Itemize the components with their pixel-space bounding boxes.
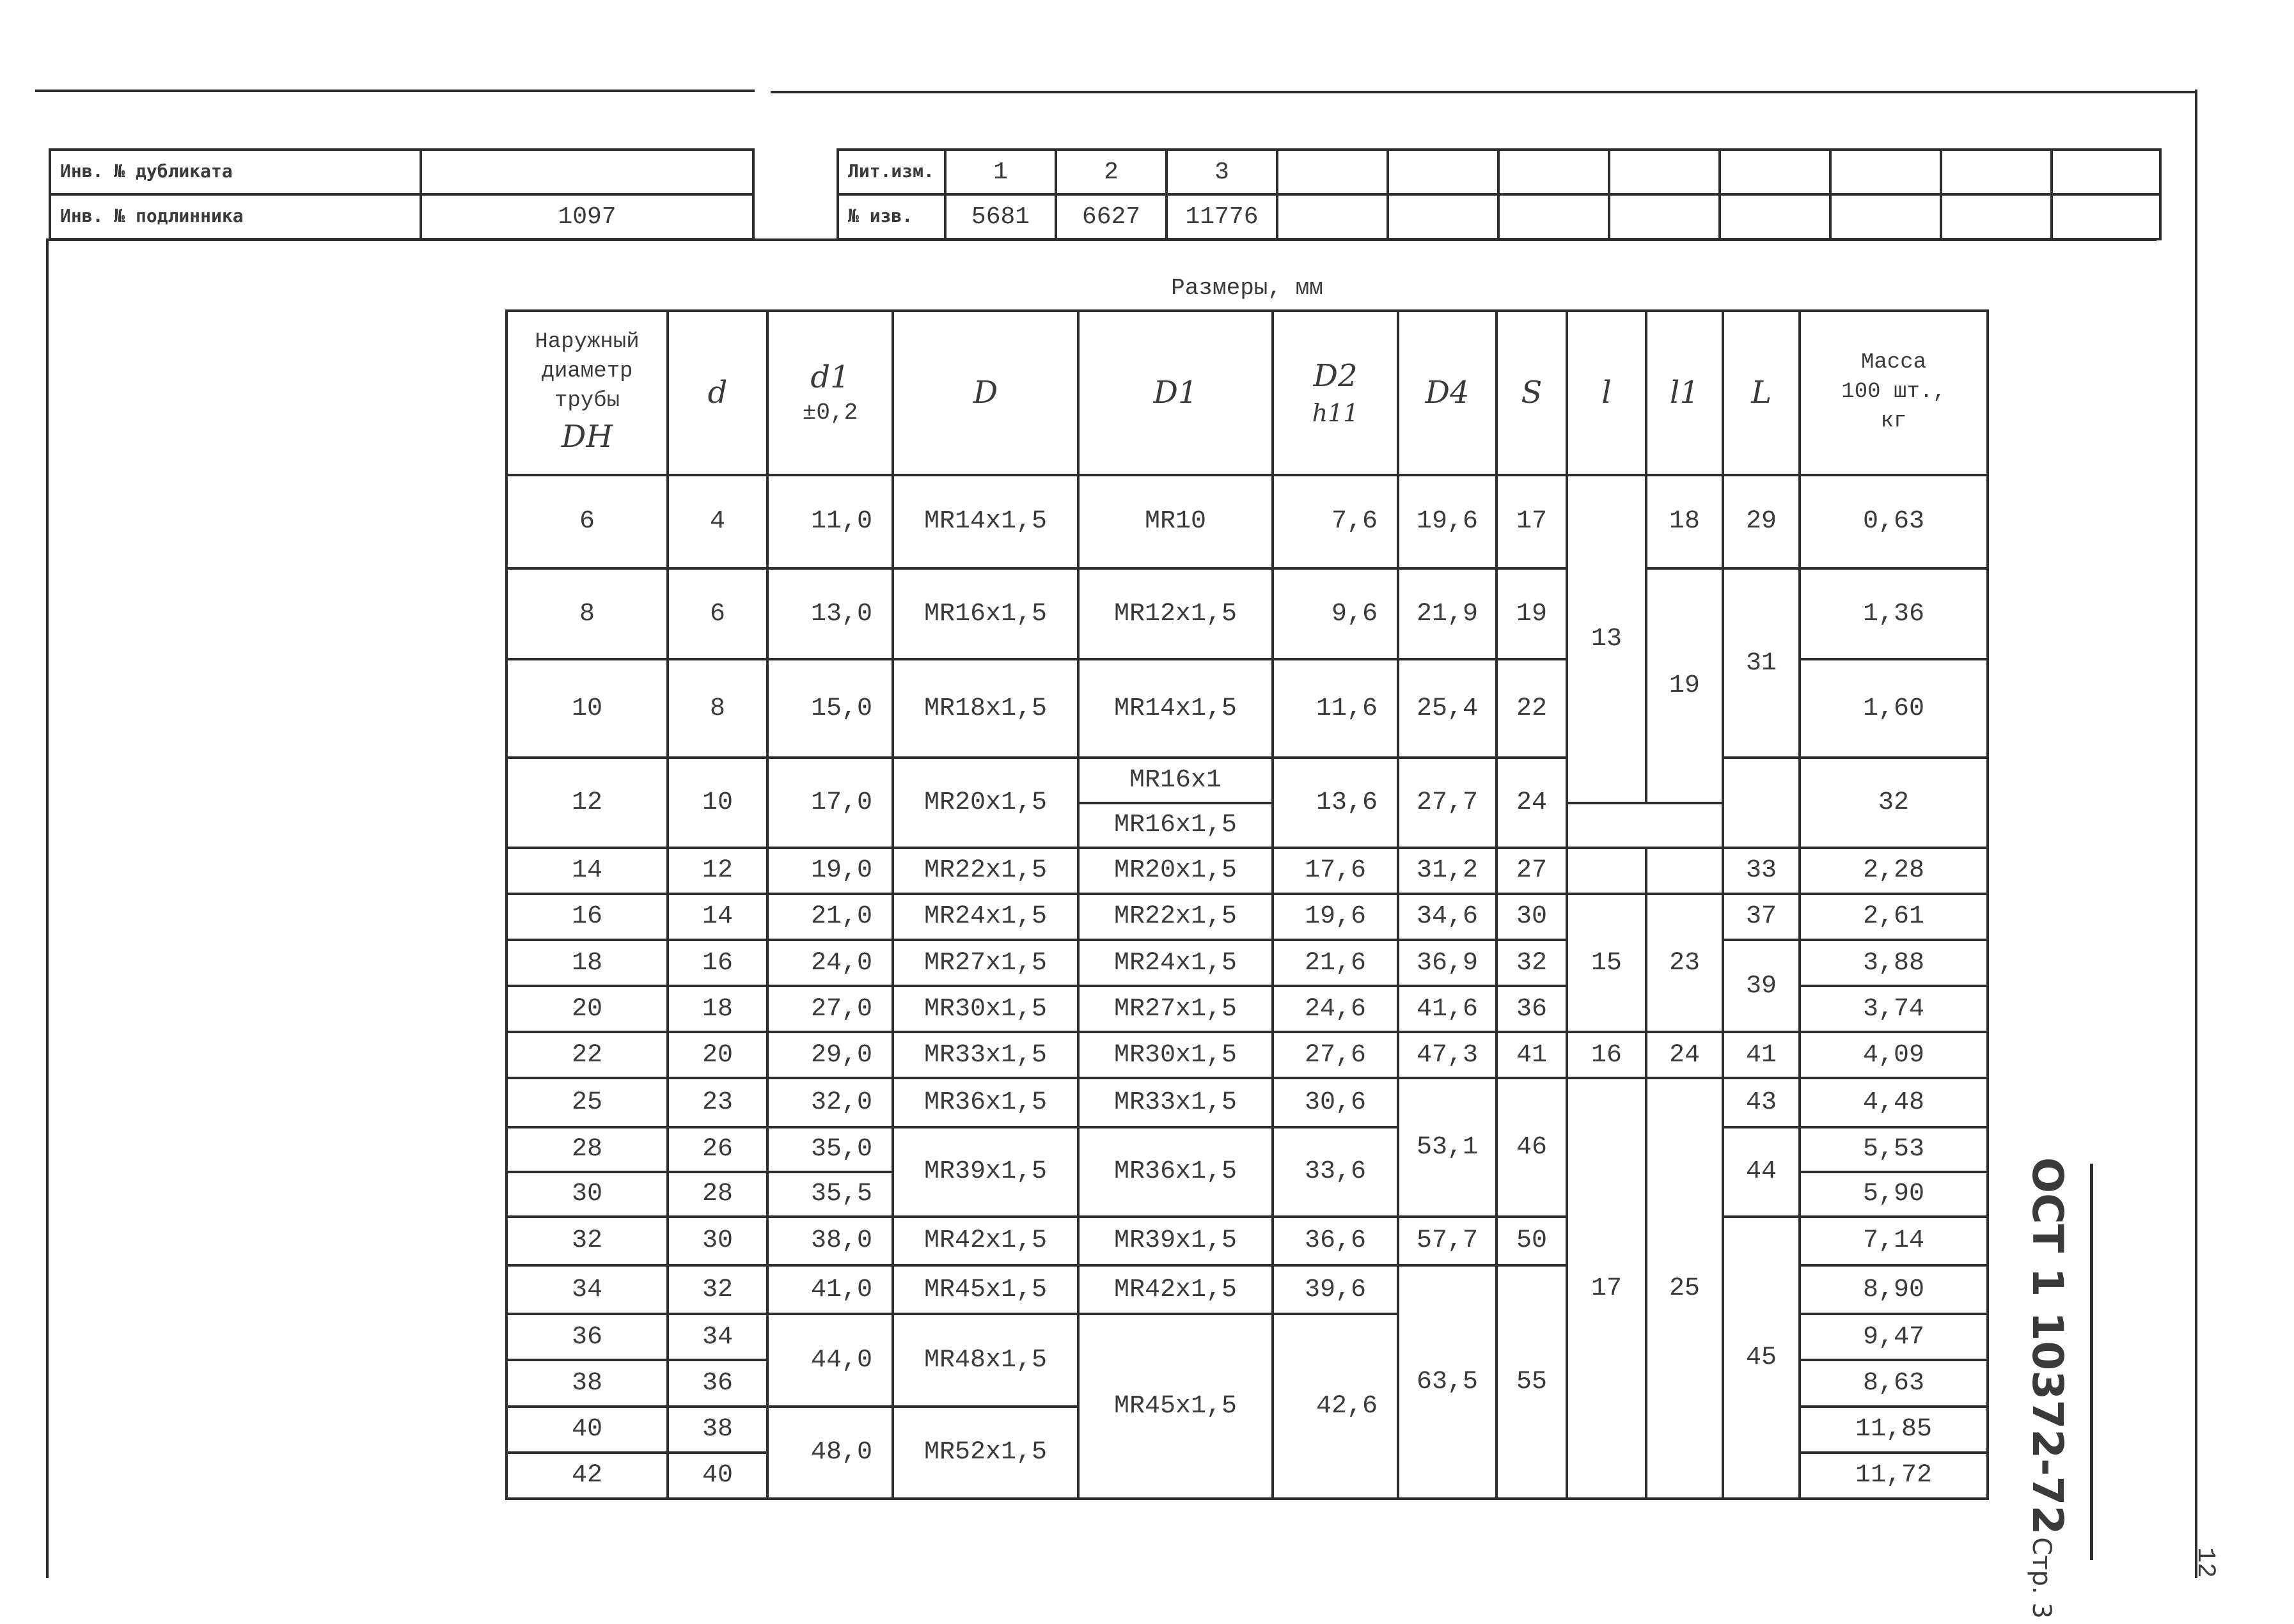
inventory-table — [49, 148, 755, 240]
cell-l1-empty — [1723, 758, 1800, 847]
cell-d: 6 — [668, 568, 767, 659]
cell-dn: 12 — [507, 758, 668, 847]
cell-L: 33 — [1723, 848, 1800, 894]
cell-dn: 42 — [507, 1453, 668, 1499]
change-log-cell: 5681 — [945, 194, 1056, 239]
change-log-cell — [1941, 150, 2052, 194]
cell-d1: 17,0 — [767, 758, 893, 847]
cell-l-empty — [1567, 848, 1646, 894]
cell-D4: 31,2 — [1398, 848, 1497, 894]
cell-d1: 29,0 — [767, 1032, 893, 1078]
cell-dn: 36 — [507, 1314, 668, 1360]
cell-l-merged: 15 — [1567, 894, 1646, 1032]
header-text: диаметр — [541, 359, 633, 384]
cell-D1: MR16x1 — [1078, 758, 1273, 802]
change-log-cell — [2052, 194, 2160, 239]
change-log-row-notice — [838, 194, 2160, 239]
table-row — [507, 568, 1988, 659]
cell-D2: 11,6 — [1273, 659, 1398, 758]
change-log-cell — [1277, 194, 1388, 239]
cell-mass: 1,36 — [1800, 568, 1988, 659]
cell-l1-merged: 25 — [1646, 1078, 1723, 1499]
cell-d: 34 — [668, 1314, 767, 1360]
cell-l1: 18 — [1646, 475, 1723, 568]
header-mass — [1800, 311, 1988, 475]
cell-D1: MR20x1,5 — [1078, 848, 1273, 894]
cell-dn: 16 — [507, 894, 668, 940]
inventory-row-duplicate — [50, 150, 753, 194]
cell-l1-empty — [1646, 848, 1723, 894]
header-text: кг — [1880, 409, 1907, 434]
cell-dn: 18 — [507, 940, 668, 986]
header-symbol: d1 — [810, 359, 850, 395]
cell-S: 17 — [1497, 475, 1567, 568]
header-symbol: l — [1601, 374, 1612, 410]
cell-mass: 11,85 — [1800, 1407, 1988, 1453]
cell-mass: 4,09 — [1800, 1032, 1988, 1078]
cell-D1: MR22x1,5 — [1078, 894, 1273, 940]
change-log-cell — [1830, 150, 1941, 194]
inventory-row-original — [50, 194, 753, 239]
change-log-label-letter — [838, 150, 945, 194]
cell-dn: 6 — [507, 475, 668, 568]
cell-d1: 11,0 — [767, 475, 893, 568]
cell-d: 28 — [668, 1172, 767, 1217]
change-log-cell: 11776 — [1167, 194, 1277, 239]
cell-mass: 5,90 — [1800, 1172, 1988, 1217]
cell-mass: 8,63 — [1800, 1360, 1988, 1406]
header-D4 — [1398, 311, 1497, 475]
cell-D4: 25,4 — [1398, 659, 1497, 758]
header-symbol: D4 — [1425, 374, 1470, 410]
cell-D1: MR10 — [1078, 475, 1273, 568]
change-log-cell: 1 — [945, 150, 1056, 194]
cell-dn: 14 — [507, 848, 668, 894]
cell-D1: MR42x1,5 — [1078, 1265, 1273, 1314]
table-row — [507, 940, 1988, 986]
change-log-cell — [1941, 194, 2052, 239]
change-log-cell: 6627 — [1056, 194, 1167, 239]
header-symbol: D — [973, 374, 998, 410]
cell-D: MR42x1,5 — [893, 1217, 1078, 1265]
cell-d: 14 — [668, 894, 767, 940]
change-log-cell — [1609, 150, 1720, 194]
cell-mass: 0,63 — [1800, 475, 1988, 568]
cell-dn: 32 — [507, 1217, 668, 1265]
cell-d: 26 — [668, 1127, 767, 1172]
cell-D: MR24x1,5 — [893, 894, 1078, 940]
standard-title: ОСТ 1 10372-72 — [2023, 1157, 2072, 1535]
header-D — [893, 311, 1078, 475]
cell-dn: 38 — [507, 1360, 668, 1406]
inventory-label-text: Инв. № дубликата — [60, 160, 233, 182]
cell-D: MR33x1,5 — [893, 1032, 1078, 1078]
inventory-label-text: Инв. № подлинника — [60, 205, 244, 226]
cell-S: 36 — [1497, 986, 1567, 1032]
cell-d1: 41,0 — [767, 1265, 893, 1314]
cell-L-merged: 31 — [1723, 568, 1800, 758]
change-log-table — [837, 148, 2162, 240]
right-frame-line — [2195, 90, 2197, 1578]
table-row — [507, 1032, 1988, 1078]
cell-mass: 1,60 — [1800, 659, 1988, 758]
change-log-cell — [1277, 150, 1388, 194]
cell-S-merged: 46 — [1497, 1078, 1567, 1216]
header-outer-diameter — [507, 311, 668, 475]
inventory-label-duplicate — [50, 150, 421, 194]
cell-mass: 2,61 — [1800, 894, 1988, 940]
cell-D2: 30,6 — [1273, 1078, 1398, 1127]
header-l — [1567, 311, 1646, 475]
top-border-line — [35, 90, 755, 92]
dimensions-table — [505, 309, 1989, 1500]
cell-D1: MR33x1,5 — [1078, 1078, 1273, 1127]
cell-L: 43 — [1723, 1078, 1800, 1127]
header-d1 — [767, 311, 893, 475]
table-row — [507, 1217, 1988, 1265]
cell-S-merged: 55 — [1497, 1265, 1567, 1499]
cell-S: 30 — [1497, 894, 1567, 940]
cell-L: 37 — [1723, 894, 1800, 940]
cell-d1-merged: 48,0 — [767, 1407, 893, 1499]
change-log-label-notice — [838, 194, 945, 239]
cell-d: 12 — [668, 848, 767, 894]
cell-dn: 30 — [507, 1172, 668, 1217]
cell-D-merged: MR39x1,5 — [893, 1127, 1078, 1217]
cell-D: MR20x1,5 — [893, 758, 1078, 847]
cell-D2: 27,6 — [1273, 1032, 1398, 1078]
header-d — [668, 311, 767, 475]
cell-dn: 22 — [507, 1032, 668, 1078]
cell-D: MR45x1,5 — [893, 1265, 1078, 1314]
header-l1 — [1646, 311, 1723, 475]
cell-d1: 15,0 — [767, 659, 893, 758]
cell-S: 41 — [1497, 1032, 1567, 1078]
header-symbol: L — [1751, 374, 1772, 410]
cell-D1-alt: MR16x1,5 — [1078, 803, 1273, 848]
change-log-cell — [1388, 150, 1498, 194]
cell-d1: 21,0 — [767, 894, 893, 940]
cell-D2: 24,6 — [1273, 986, 1398, 1032]
cell-D4-merged: 63,5 — [1398, 1265, 1497, 1499]
change-log-label-text: Лит.изм. — [848, 160, 934, 182]
cell-D: MR27x1,5 — [893, 940, 1078, 986]
table-caption: Размеры, мм — [1171, 275, 1323, 301]
change-log-label-text: № изв. — [848, 205, 913, 226]
header-text: Наружный — [535, 330, 640, 355]
cell-D4: 41,6 — [1398, 986, 1497, 1032]
cell-mass: 9,47 — [1800, 1314, 1988, 1360]
cell-L: 32 — [1800, 758, 1988, 847]
cell-d: 36 — [668, 1360, 767, 1406]
cell-L: 29 — [1723, 475, 1800, 568]
cell-d1: 19,0 — [767, 848, 893, 894]
cell-dn: 25 — [507, 1078, 668, 1127]
cell-mass: 11,72 — [1800, 1453, 1988, 1499]
cell-mass: 3,74 — [1800, 986, 1988, 1032]
header-symbol: d — [707, 374, 728, 410]
change-log-cell — [1498, 194, 1609, 239]
cell-D2: 21,6 — [1273, 940, 1398, 986]
cell-D: MR30x1,5 — [893, 986, 1078, 1032]
inventory-value-duplicate — [421, 150, 753, 194]
change-log-cell — [1720, 194, 1830, 239]
table-row — [507, 848, 1988, 894]
cell-dn: 20 — [507, 986, 668, 1032]
cell-d1-merged: 44,0 — [767, 1314, 893, 1406]
cell-dn: 8 — [507, 568, 668, 659]
cell-S: 27 — [1497, 848, 1567, 894]
cell-D1-merged: MR36x1,5 — [1078, 1127, 1273, 1217]
top-border-line-right — [771, 91, 2197, 93]
header-D2 — [1273, 311, 1398, 475]
cell-S: 32 — [1497, 940, 1567, 986]
cell-d: 20 — [668, 1032, 767, 1078]
header-row — [507, 311, 1988, 475]
table-row — [507, 1078, 1988, 1127]
cell-S: 19 — [1497, 568, 1567, 659]
cell-d: 38 — [668, 1407, 767, 1453]
cell-L-merged: 44 — [1723, 1127, 1800, 1217]
cell-mass: 2,28 — [1800, 848, 1988, 894]
table-row — [507, 475, 1988, 568]
cell-d: 18 — [668, 986, 767, 1032]
cell-D2-merged: 33,6 — [1273, 1127, 1398, 1217]
cell-D2: 7,6 — [1273, 475, 1398, 568]
change-log-row-letter — [838, 150, 2160, 194]
change-log-cell — [1830, 194, 1941, 239]
header-tolerance: ±0,2 — [802, 400, 858, 426]
cell-S: 22 — [1497, 659, 1567, 758]
header-symbol: DH — [561, 418, 613, 455]
table-row — [507, 894, 1988, 940]
cell-D4: 34,6 — [1398, 894, 1497, 940]
change-log-cell — [2052, 150, 2160, 194]
change-log-cell — [1609, 194, 1720, 239]
cell-d1: 38,0 — [767, 1217, 893, 1265]
header-text: Масса — [1860, 350, 1927, 375]
change-log-cell — [1498, 150, 1609, 194]
cell-dn: 28 — [507, 1127, 668, 1172]
cell-d1: 27,0 — [767, 986, 893, 1032]
cell-d1: 24,0 — [767, 940, 893, 986]
cell-D2: 9,6 — [1273, 568, 1398, 659]
change-log-cell: 2 — [1056, 150, 1167, 194]
cell-l-merged: 17 — [1567, 1078, 1646, 1499]
cell-d1: 35,5 — [767, 1172, 893, 1217]
table-row — [507, 1127, 1988, 1172]
cell-l1: 24 — [1646, 1032, 1723, 1078]
cell-L-merged: 39 — [1723, 940, 1800, 1032]
change-log-cell — [1720, 150, 1830, 194]
cell-d: 30 — [668, 1217, 767, 1265]
cell-D4: 36,9 — [1398, 940, 1497, 986]
header-symbol: D2 — [1313, 358, 1358, 394]
cell-dn: 10 — [507, 659, 668, 758]
header-text: 100 шт., — [1841, 380, 1946, 405]
cell-d: 23 — [668, 1078, 767, 1127]
cell-d: 4 — [668, 475, 767, 568]
change-log-cell — [1388, 194, 1498, 239]
cell-mass: 3,88 — [1800, 940, 1988, 986]
cell-dn: 40 — [507, 1407, 668, 1453]
cell-D-merged: MR48x1,5 — [893, 1314, 1078, 1406]
cell-L-merged: 45 — [1723, 1217, 1800, 1499]
cell-d: 32 — [668, 1265, 767, 1314]
cell-mass: 7,14 — [1800, 1217, 1988, 1265]
cell-l: 16 — [1567, 1032, 1646, 1078]
inventory-value-original: 1097 — [421, 194, 753, 239]
header-symbol: l1 — [1670, 374, 1699, 410]
header-D1 — [1078, 311, 1273, 475]
sheet-number: 12 — [2190, 1547, 2219, 1579]
cell-D2: 36,6 — [1273, 1217, 1398, 1265]
cell-D: MR16x1,5 — [893, 568, 1078, 659]
cell-l1-merged: 19 — [1646, 568, 1723, 803]
change-log-cell: 3 — [1167, 150, 1277, 194]
cell-D4-merged: 53,1 — [1398, 1078, 1497, 1216]
cell-D2: 39,6 — [1273, 1265, 1398, 1314]
header-L — [1723, 311, 1800, 475]
cell-D2: 19,6 — [1273, 894, 1398, 940]
cell-d: 16 — [668, 940, 767, 986]
designation-rule — [2090, 1164, 2093, 1560]
standard-designation — [2023, 1157, 2072, 1619]
cell-D1: MR39x1,5 — [1078, 1217, 1273, 1265]
cell-S: 24 — [1497, 758, 1567, 847]
cell-D2: 13,6 — [1273, 758, 1398, 847]
cell-D1: MR27x1,5 — [1078, 986, 1273, 1032]
cell-D4: 47,3 — [1398, 1032, 1497, 1078]
cell-D1: MR14x1,5 — [1078, 659, 1273, 758]
cell-D-merged: MR52x1,5 — [893, 1407, 1078, 1499]
cell-D1-merged: MR45x1,5 — [1078, 1314, 1273, 1499]
cell-D: MR36x1,5 — [893, 1078, 1078, 1127]
cell-D2: 17,6 — [1273, 848, 1398, 894]
cell-D1: MR12x1,5 — [1078, 568, 1273, 659]
cell-d1: 32,0 — [767, 1078, 893, 1127]
inventory-label-original — [50, 194, 421, 239]
cell-d: 8 — [668, 659, 767, 758]
cell-l-merged: 13 — [1567, 475, 1646, 803]
cell-mass: 8,90 — [1800, 1265, 1988, 1314]
header-S — [1497, 311, 1567, 475]
header-tolerance: h11 — [1312, 399, 1359, 428]
cell-d1: 13,0 — [767, 568, 893, 659]
header-symbol: S — [1521, 374, 1543, 410]
cell-D1: MR24x1,5 — [1078, 940, 1273, 986]
cell-L: 41 — [1723, 1032, 1800, 1078]
cell-d1: 35,0 — [767, 1127, 893, 1172]
cell-dn: 34 — [507, 1265, 668, 1314]
cell-d: 40 — [668, 1453, 767, 1499]
cell-mass: 4,48 — [1800, 1078, 1988, 1127]
cell-D4: 21,9 — [1398, 568, 1497, 659]
cell-d: 10 — [668, 758, 767, 847]
cell-mass: 5,53 — [1800, 1127, 1988, 1172]
cell-D1: MR30x1,5 — [1078, 1032, 1273, 1078]
cell-D4: 19,6 — [1398, 475, 1497, 568]
header-text: трубы — [554, 388, 620, 413]
header-symbol: D1 — [1153, 374, 1198, 410]
left-frame-line — [46, 240, 49, 1578]
cell-l1-merged: 23 — [1646, 894, 1723, 1032]
cell-D4: 57,7 — [1398, 1217, 1497, 1265]
cell-D2-merged: 42,6 — [1273, 1314, 1398, 1499]
cell-D: MR18x1,5 — [893, 659, 1078, 758]
cell-D: MR22x1,5 — [893, 848, 1078, 894]
page-label: Стр. 3 — [2027, 1537, 2056, 1619]
cell-D4: 27,7 — [1398, 758, 1497, 847]
cell-D: MR14x1,5 — [893, 475, 1078, 568]
table-row — [507, 758, 1988, 802]
cell-S: 50 — [1497, 1217, 1567, 1265]
